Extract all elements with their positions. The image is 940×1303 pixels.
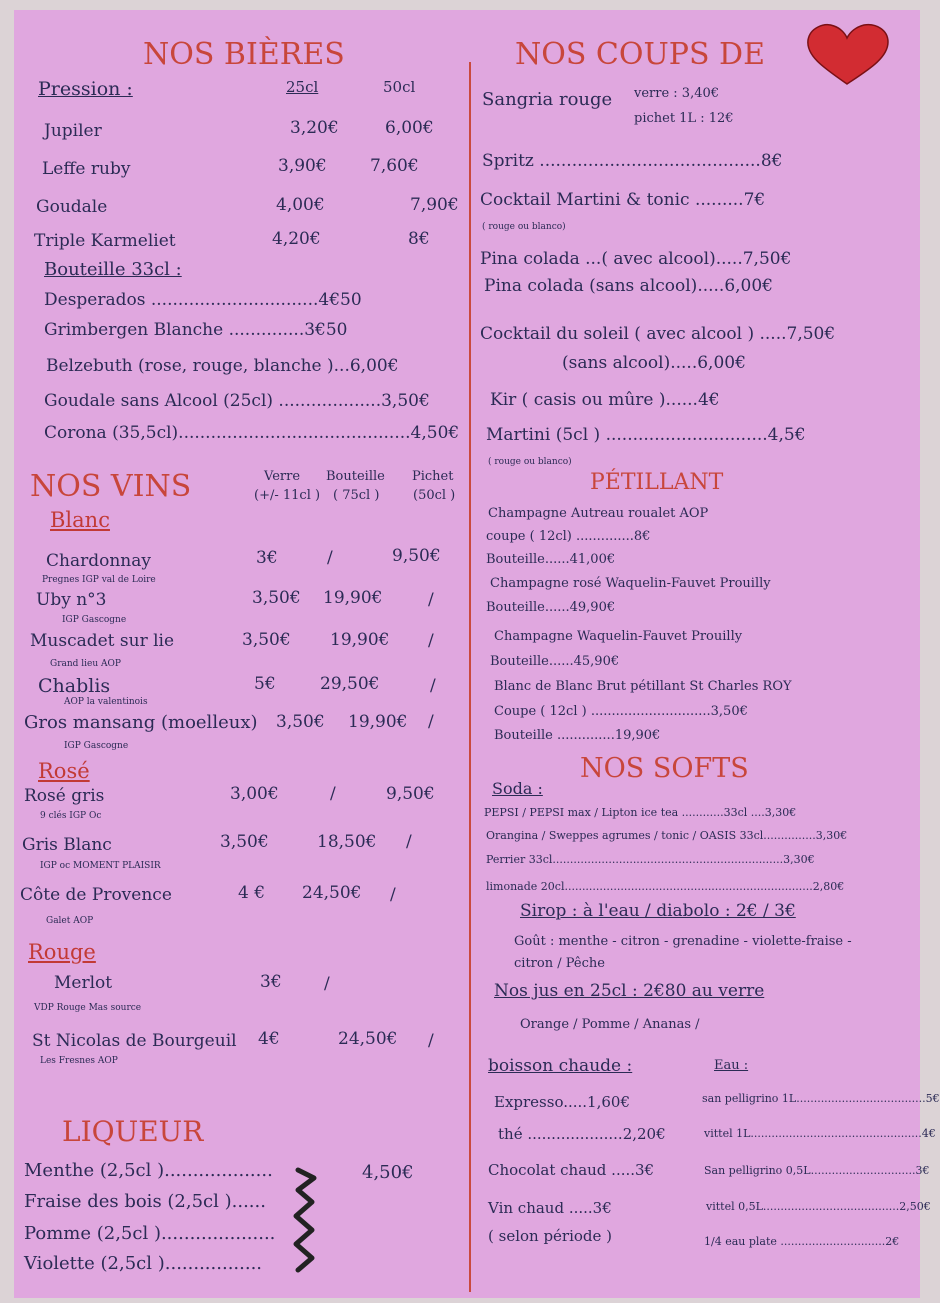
wine-name: Chardonnay [46,551,151,571]
wine-name: Chablis [38,675,111,697]
wine-pichet: / [428,590,434,610]
liqueur-price: 4,50€ [362,1162,414,1183]
bottle-item: Grimbergen Blanche ..............3€50 [44,320,348,340]
wine-bouteille: 24,50€ [302,883,362,903]
beer-price-50: 8€ [408,229,430,249]
wine-pichet: / [390,885,396,905]
wine-bouteille: 19,90€ [330,630,390,650]
sangria-pichet-price: pichet 1L : 12€ [634,111,734,126]
wine-origin: Les Fresnes AOP [40,1056,118,1066]
martini-tonic-item: Cocktail Martini & tonic .........7€ [480,190,766,210]
chaude-item: Chocolat chaud .....3€ [488,1161,655,1179]
petillant-line: Bouteille......41,00€ [486,552,616,567]
pression-label: Pression : [38,78,133,100]
beer-price-50: 6,00€ [385,118,434,138]
wine-bouteille: 19,90€ [348,712,408,732]
sangria-verre-price: verre : 3,40€ [634,86,720,101]
eau-item: 1/4 eau plate ..............................2€ [704,1235,900,1248]
col-50cl: 50cl [383,78,416,96]
wine-pichet: / [430,676,436,696]
blanc-label: Blanc [50,508,110,532]
wine-origin: AOP la valentinois [64,697,148,707]
eau-item: San pelligrino 0,5L..............................3€ [704,1164,930,1177]
wine-name: Uby n°3 [36,590,107,610]
liqueur-item: Menthe (2,5cl )................... [24,1160,273,1181]
petillant-line: Bouteille......49,90€ [486,600,616,615]
jus-list: Orange / Pomme / Ananas / [520,1017,700,1032]
gout-line: Goût : menthe - citron - grenadine - violette-fraise - [514,934,852,949]
wine-pichet: / [428,631,434,651]
wine-name: Côte de Provence [20,885,172,905]
chaude-item: thé ....................2,20€ [498,1125,666,1143]
soda-line: PEPSI / PEPSI max / Lipton ice tea ............33cl ....3,30€ [484,806,797,819]
wine-origin: IGP Gascogne [62,615,127,625]
chaude-item: ( selon période ) [488,1227,613,1245]
wine-name: St Nicolas de Bourgeuil [32,1031,237,1051]
petillant-line: coupe ( 12cl) ..............8€ [486,529,651,544]
pina-colada-sans: Pina colada (sans alcool).....6,00€ [484,276,773,296]
col-25cl: 25cl [286,78,319,96]
gout-line: citron / Pêche [514,956,605,971]
wine-pichet: / [428,1031,434,1051]
martini-item: Martini (5cl ) ..............................4,5€ [486,425,806,445]
soda-line: limonade 20cl.......................................................................2,80€ [486,880,845,893]
rose-label: Rosé [38,759,90,783]
liqueur-item: Pomme (2,5cl ).................... [24,1223,276,1244]
wine-origin: Galet AOP [46,916,94,926]
wine-verre: 3,50€ [220,832,269,852]
wine-origin: VDP Rouge Mas source [34,1003,142,1013]
kir-item: Kir ( casis ou mûre )......4€ [490,390,720,410]
wine-bouteille: / [327,548,333,568]
soda-label: Soda : [492,779,543,798]
soda-line: Perrier 33cl..................................................................3,30€ [486,853,815,866]
col-pichet: Pichet [412,469,454,484]
wine-verre: 3,50€ [276,712,325,732]
martini-note: ( rouge ou blanco) [488,457,572,467]
wine-name: Gris Blanc [22,835,112,855]
wine-name: Muscadet sur lie [30,631,175,651]
bottle-item: Belzebuth (rose, rouge, blanche )...6,00€ [46,356,399,376]
wine-bouteille: 29,50€ [320,674,380,694]
wine-verre: 3,50€ [252,588,301,608]
wine-verre: 3€ [260,972,282,992]
column-divider [469,62,471,1292]
wine-origin: 9 clés IGP Oc [40,811,102,821]
petillant-line: Bouteille ..............19,90€ [494,728,661,743]
beer-price-50: 7,90€ [410,195,459,215]
spritz-item: Spritz .........................................8€ [482,151,783,171]
beer-price-50: 7,60€ [370,156,419,176]
col-bouteille-sub: ( 75cl ) [333,488,380,503]
martini-tonic-note: ( rouge ou blanco) [482,222,566,232]
liqueur-item: Fraise des bois (2,5cl )...... [24,1191,266,1212]
col-verre-sub: (+/- 11cl ) [254,488,321,503]
petillant-title: PÉTILLANT [590,470,724,495]
bottle-item: Corona (35,5cl)...........................................4,50€ [44,423,460,443]
liqueur-title: LIQUEUR [62,1115,204,1148]
col-verre: Verre [264,469,301,484]
wine-verre: 3,00€ [230,784,279,804]
soleil-sans: (sans alcool).....6,00€ [562,353,746,373]
beer-price-25: 3,90€ [278,156,327,176]
rouge-label: Rouge [28,940,96,964]
petillant-line: Blanc de Blanc Brut pétillant St Charles ROY [494,679,792,694]
wine-name: Gros mansang (moelleux) [24,712,258,733]
beer-price-25: 3,20€ [290,118,339,138]
eau-item: vittel 1L.................................................4€ [704,1127,936,1140]
col-pichet-sub: (50cl ) [413,488,456,503]
wine-bouteille: / [330,784,336,804]
chaude-item: Expresso.....1,60€ [494,1093,631,1111]
wine-verre: 5€ [254,674,276,694]
wine-origin: IGP oc MOMENT PLAISIR [40,861,161,871]
chaude-label: boisson chaude : [488,1056,633,1076]
wine-origin: Grand lieu AOP [50,659,121,669]
sangria-item: Sangria rouge [482,89,613,110]
wine-pichet: / [428,712,434,732]
eau-item: san pelligrino 1L.....................................5€ [702,1092,940,1105]
softs-title: NOS SOFTS [580,753,749,784]
wine-verre: 3€ [256,548,278,568]
soleil-alcool: Cocktail du soleil ( avec alcool ) .....7,50€ [480,324,836,344]
beer-name: Goudale [36,197,108,217]
beer-name: Jupiler [44,121,102,141]
wine-pichet: 9,50€ [386,784,435,804]
eau-item: vittel 0,5L.......................................2,50€ [706,1200,931,1213]
wine-origin: IGP Gascogne [64,741,129,751]
liqueur-item: Violette (2,5cl )................. [24,1253,263,1274]
wines-title: NOS VINS [30,469,192,504]
wine-name: Rosé gris [24,786,105,806]
eau-label: Eau : [714,1058,749,1073]
bottle-label: Bouteille 33cl : [44,259,182,280]
petillant-line: Champagne rosé Waquelin-Fauvet Prouilly [490,576,771,591]
beers-title: NOS BIÈRES [143,37,345,72]
petillant-line: Bouteille......45,90€ [490,654,620,669]
squiggle-brace-icon [284,1166,326,1276]
col-bouteille: Bouteille [326,469,385,484]
beer-price-25: 4,00€ [276,195,325,215]
beer-name: Triple Karmeliet [34,231,176,251]
wine-pichet: / [406,832,412,852]
beer-price-25: 4,20€ [272,229,321,249]
heart-icon [804,22,890,86]
wine-verre: 4€ [258,1029,280,1049]
petillant-line: Champagne Autreau roualet AOP [488,506,709,521]
coups-title: NOS COUPS DE [515,37,765,72]
wine-bouteille: / [324,974,330,994]
jus-line: Nos jus en 25cl : 2€80 au verre [494,981,765,1001]
wine-bouteille: 24,50€ [338,1029,398,1049]
wine-bouteille: 18,50€ [317,832,377,852]
petillant-line: Coupe ( 12cl ) .............................3,50€ [494,704,748,719]
beer-name: Leffe ruby [42,159,131,179]
petillant-line: Champagne Waquelin-Fauvet Prouilly [494,629,743,644]
soda-line: Orangina / Sweppes agrumes / tonic / OASIS 33cl...............3,30€ [486,829,848,842]
wine-verre: 3,50€ [242,630,291,650]
sirop-line: Sirop : à l'eau / diabolo : 2€ / 3€ [520,901,796,921]
bottle-item: Desperados ...............................4€50 [44,290,362,310]
chaude-item: Vin chaud .....3€ [488,1199,612,1217]
wine-bouteille: 19,90€ [323,588,383,608]
pina-colada-alcool: Pina colada ...( avec alcool).....7,50€ [480,249,792,269]
wine-origin: Pregnes IGP val de Loire [42,575,156,585]
wine-pichet: 9,50€ [392,546,441,566]
bottle-item: Goudale sans Alcool (25cl) ...................3,50€ [44,391,430,411]
wine-name: Merlot [54,973,113,993]
wine-verre: 4 € [238,883,266,903]
